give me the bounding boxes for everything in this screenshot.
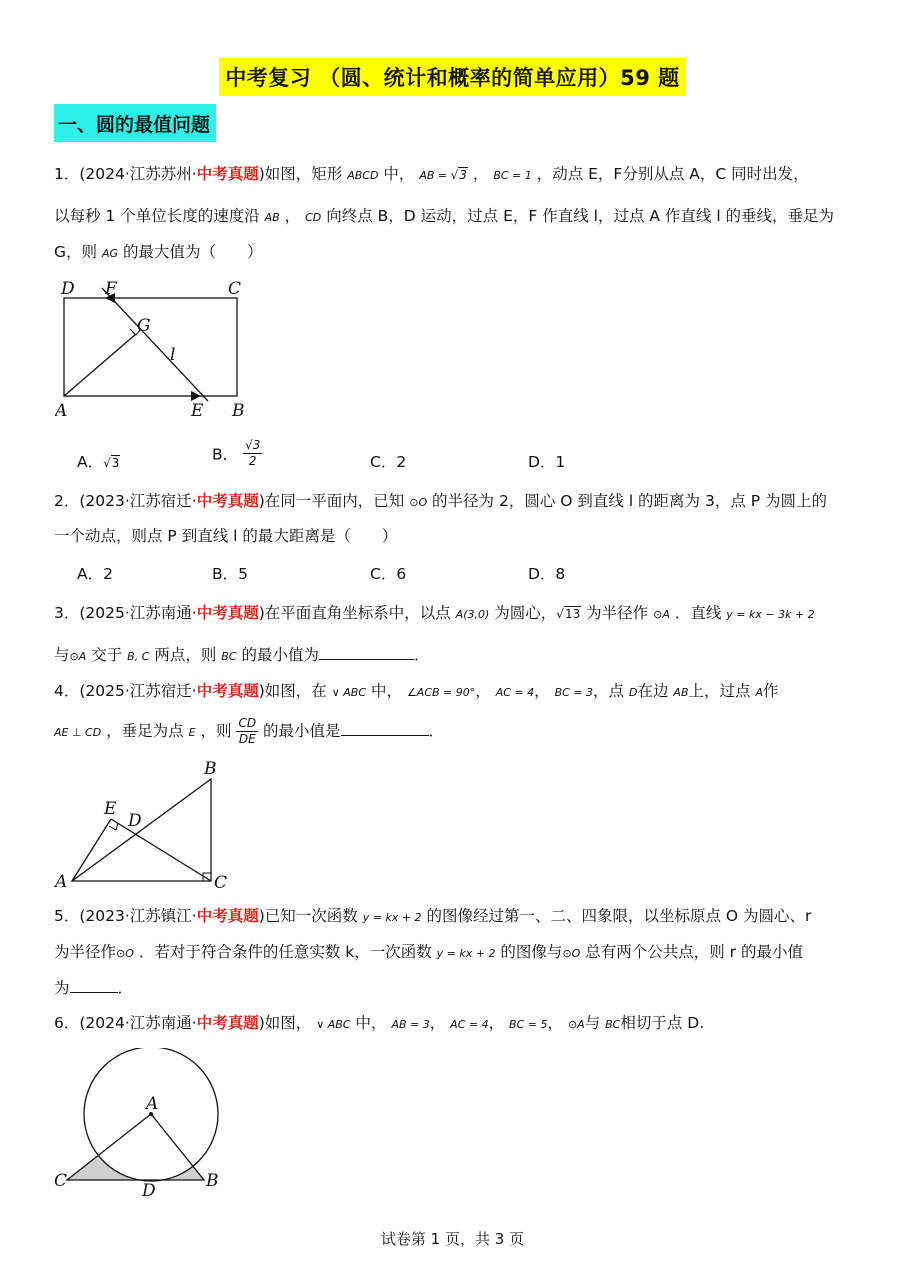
q2-option-c[interactable]: C．6	[370, 565, 407, 583]
q1-option-a[interactable]: A．√3	[77, 453, 120, 471]
q5-line3: 为 ．	[54, 979, 134, 997]
answer-blank[interactable]	[70, 978, 118, 993]
label-G: G	[137, 316, 151, 336]
q2-line2: 一个动点，则点 P 到直线 l 的最大距离是（ ）	[54, 527, 398, 545]
label-C: C	[214, 873, 228, 893]
figure-circle-tangent	[50, 1048, 230, 1200]
q4-line2: AE ⊥ CD ，垂足为点 E ，则 $\frac{CD}{DE}$ 的最小值是 ．	[54, 716, 445, 746]
q2-line1: 2．(2023·江苏宿迁·中考真题)在同一平面内，已知 ⊙O 的半径为 2，圆心 O 到直线 l 的距离为 3，点 P 为圆上的	[54, 492, 828, 510]
q1-option-c[interactable]: C．2	[370, 453, 407, 471]
q2-option-a[interactable]: A．2	[77, 565, 113, 583]
label-D: D	[61, 279, 75, 299]
label-C: C	[228, 279, 242, 299]
label-D: D	[128, 811, 142, 831]
q2-option-d[interactable]: D．8	[528, 565, 566, 583]
q4-line1: 4．(2025·江苏宿迁·中考真题)如图，在 ∨ ABC 中， ∠ACB = 90°， AC = 4， BC = 3，点 D在边 AB上，过点 A作	[54, 682, 779, 700]
q1-line3: G，则 AG 的最大值为（ ）	[54, 243, 263, 261]
answer-blank[interactable]	[319, 645, 414, 660]
label-B: B	[206, 1171, 219, 1191]
q2-option-b[interactable]: B．5	[212, 565, 248, 583]
label-C: C	[54, 1171, 68, 1191]
label-A: A	[55, 872, 68, 892]
figure-triangle	[52, 758, 242, 893]
page-footer: 试卷第 1 页，共 3 页	[380, 1230, 525, 1248]
label-A: A	[146, 1094, 159, 1114]
section-heading: 一、圆的最值问题	[54, 104, 216, 142]
label-E: E	[104, 799, 117, 819]
label-E: E	[191, 401, 204, 421]
label-l: l	[170, 345, 176, 365]
page-title: 中考复习 （圆、统计和概率的简单应用）59 题	[219, 58, 685, 96]
q3-line1: 3．(2025·江苏南通·中考真题)在平面直角坐标系中，以点 A(3,0) 为圆心，√13 为半径作 ⊙A ．直线 y = kx − 3k + 2	[54, 604, 815, 622]
label-B: B	[232, 401, 245, 421]
q1-option-b[interactable]: B． $\frac{√3}{2}$	[212, 438, 261, 468]
answer-blank[interactable]	[341, 721, 429, 736]
label-B: B	[204, 759, 217, 779]
q5-line2: 为半径作⊙O ．若对于符合条件的任意实数 k，一次函数 y = kx + 2 的图像与⊙O 总有两个公共点，则 r 的最小值	[54, 943, 803, 961]
q5-line1: 5．(2023·江苏镇江·中考真题)已知一次函数 y = kx + 2 的图像经过第一、二、四象限，以坐标原点 O 为圆心、r	[54, 907, 812, 925]
label-A: A	[55, 401, 68, 421]
q1-line1: 1．(2024·江苏苏州·中考真题)如图，矩形 ABCD 中， AB = √3 ， BC = 1 ，动点 E，F分别从点 A，C 同时出发，	[54, 165, 809, 183]
label-D: D	[142, 1181, 156, 1200]
figure-rectangle	[55, 278, 275, 423]
sqrt-expr: √3	[450, 168, 467, 182]
label-F: F	[105, 279, 117, 299]
q3-line2: 与⊙A 交于 B, C 两点，则 BC 的最小值为 ．	[54, 646, 430, 664]
title-wrap	[0, 58, 905, 96]
q1-line2: 以每秒 1 个单位长度的速度沿 AB ， CD 向终点 B，D 运动，过点 E，F 作直线 l，过点 A 作直线 l 的垂线，垂足为	[54, 207, 835, 225]
q6-line1: 6．(2024·江苏南通·中考真题)如图， ∨ ABC 中， AB = 3， AC = 4， BC = 5， ⊙A与 BC相切于点 D.	[54, 1014, 705, 1032]
tag: 中考真题	[196, 165, 259, 183]
q1-option-d[interactable]: D．1	[528, 453, 566, 471]
